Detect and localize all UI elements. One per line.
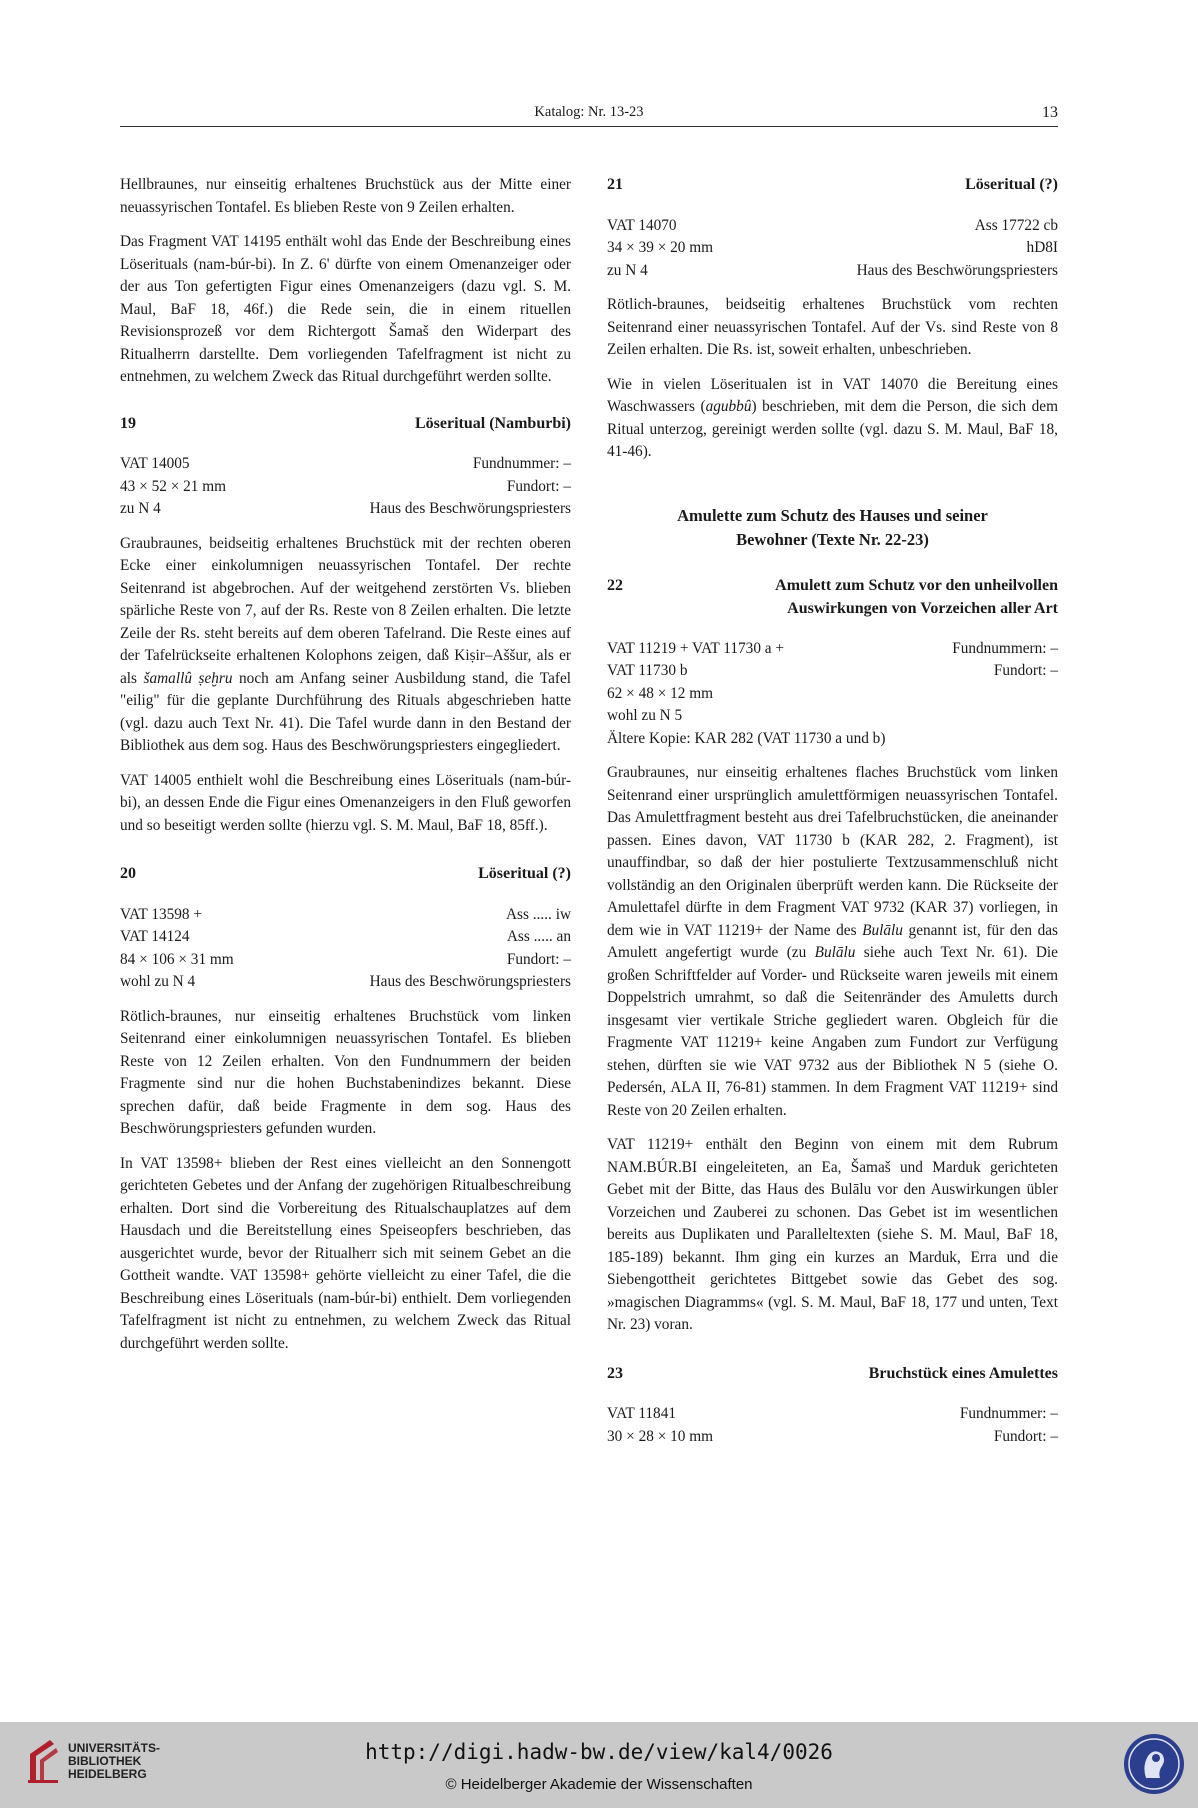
page-number: 13 bbox=[1042, 104, 1058, 121]
metadata-row: 34 × 39 × 20 mm hD8I bbox=[607, 239, 1058, 256]
entry-heading-20 bbox=[120, 863, 571, 886]
paragraph: In VAT 13598+ blieben der Rest eines vielleicht an den Sonnengott gerichteten Gebetes und der Anfang der zugehörigen Ritualbeschreibung erhalten. Dort sind die Vorbereitung des Ritualschauplatzes auf dem Hausdach und die Bereitstellung eines Speiseopfers beschrieben, das ausgerichtet wurde, bevor der Ritualherr sich mit seinem Gebet an die Gottheit wandte. VAT 13598+ gehörte vielleicht zu einer Tafel, die die Beschreibung eines Löserituals (nam-búr-bi) enthielt. Dem vorliegenden Tafelfragment ist nicht zu entnehmen, zu welchem Zweck das Ritual durchgeführt werden sollte. bbox=[120, 1154, 571, 1352]
metadata-row: VAT 11841 Fundnummer: – bbox=[607, 1405, 1058, 1422]
entry-title: Löseritual (Namburbi) bbox=[415, 414, 571, 432]
entry-number: 19 bbox=[120, 414, 136, 432]
entry-heading-23 bbox=[607, 1363, 1058, 1386]
entry-title: Amulett zum Schutz vor den unheilvollen Auswirkungen von Vorzeichen aller Art bbox=[775, 576, 1058, 617]
metadata-row: VAT 11730 b Fundort: – bbox=[607, 662, 1058, 679]
entry-number: 20 bbox=[120, 865, 136, 882]
metadata-row: zu N 4 Haus des Beschwörungspriesters bbox=[120, 500, 571, 517]
metadata-row: VAT 14005 Fundnummer: – bbox=[120, 455, 571, 472]
entry-heading-22 bbox=[607, 574, 1058, 620]
metadata-row: zu N 4 Haus des Beschwörungspriesters bbox=[607, 261, 1058, 279]
institution-name: UNIVERSITÄTS- BIBLIOTHEK HEIDELBERG bbox=[68, 1741, 161, 1781]
metadata-row: VAT 14070 Ass 17722 cb bbox=[607, 216, 1058, 234]
entry-metadata bbox=[607, 1403, 1058, 1448]
metadata-row: VAT 13598 + Ass ..... iw bbox=[120, 905, 571, 923]
paragraph: VAT 14005 enthielt wohl die Beschreibung eines Löserituals (nam-búr-bi), an dessen Ende die Figur eines Omenanzeigers in den Fluß geworfen und so beseitigt werden sollte (hierzu vgl. S. M. Maul, BaF 18, 85ff.). bbox=[120, 771, 571, 834]
right-column bbox=[607, 174, 1058, 1460]
metadata-row: 30 × 28 × 10 mm Fundort: – bbox=[607, 1427, 1058, 1445]
entry-number: 22 bbox=[607, 576, 623, 594]
entry-metadata bbox=[120, 904, 571, 994]
entry-number: 21 bbox=[607, 176, 623, 193]
metadata-row: wohl zu N 4 Haus des Beschwörungspriesters bbox=[120, 973, 571, 990]
section-heading: Amulette zum Schutz des Hauses und seiner Bewohner (Texte Nr. 22-23) bbox=[677, 505, 988, 549]
paragraph: Graubraunes, beidseitig erhaltenes Bruchstück mit der rechten oberen Ecke einer einkolumnigen neuassyrischen Tontafel. Der rechte Seitenrand ist abgebrochen. Auf der weitgehend zerstörten Vs. blieben spärliche Reste von 7, auf der Rs. Reste von 8 Zeilen erhalten. Die letzte Zeile der Rs. steht bereits auf dem oberen Tafelrand. Die Reste eines auf der Tafelrückseite erhaltenen Kolophons zeigen, daß Kiṣir–Aššur, als er als šamallû ṣeḫru noch am Anfang seiner Ausbildung stand, die Tafel "eilig" für die geplante Durchführung des Rituals abgeschrieben hatte (vgl. dazu auch Text Nr. 41). Die Tafel wurde dann in den Bestand der Bibliothek aus dem sog. Haus des Beschwörungspriesters eingegliedert. bbox=[120, 534, 571, 754]
paragraph: VAT 11219+ enthält den Beginn von einem mit dem Rubrum NAM.BÚR.BI eingeleiteten, an Ea, Šamaš und Marduk gerichteten Gebet mit der Bitte, das Haus des Bulālu vor den Auswirkungen übler Vorzeichen und Zauberei zu schonen. Das Gebet ist im wesentlichen bereits aus Duplikaten und Paralleltexten (siehe S. M. Maul, BaF 18, 185-189) bekannt. Ihm ging ein kurzes an Marduk, Erra und die Siebengottheit gerichtetes Bittgebet sowie das Gebet des sog. »magischen Diagramms« (vgl. S. M. Maul, BaF 18, 177 und unten, Text Nr. 23) voran. bbox=[607, 1136, 1058, 1333]
footer-bar bbox=[0, 1722, 1198, 1808]
entry-heading-19 bbox=[120, 413, 571, 436]
entry-metadata bbox=[120, 453, 571, 521]
running-title: Katalog: Nr. 13-23 bbox=[534, 104, 644, 120]
metadata-row: 84 × 106 × 31 mm Fundort: – bbox=[120, 950, 571, 968]
metadata-row: wohl zu N 5 bbox=[607, 707, 683, 724]
entry-title: Löseritual (?) bbox=[965, 176, 1058, 193]
academy-seal-icon bbox=[1122, 1732, 1186, 1796]
permalink-url[interactable]: http://digi.hadw-bw.de/view/kal4/0026 bbox=[365, 1740, 833, 1764]
paragraph: Rötlich-braunes, beidseitig erhaltenes Bruchstück vom rechten Seitenrand einer neuassyrischen Tontafel. Auf der Vs. sind Reste von 8 Zeilen erhalten. Die Rs. ist, soweit erhalten, unbeschrieben. bbox=[607, 296, 1058, 358]
entry-metadata bbox=[607, 215, 1058, 283]
metadata-row: 62 × 48 × 12 mm bbox=[607, 684, 714, 702]
entry-number: 23 bbox=[607, 1364, 623, 1382]
paragraph: Hellbraunes, nur einseitig erhaltenes Bruchstück aus der Mitte einer neuassyrischen Tontafel. Es blieben Reste von 9 Zeilen erhalten. bbox=[120, 176, 571, 216]
metadata-row: 43 × 52 × 21 mm Fundort: – bbox=[120, 477, 571, 495]
paragraph: Graubraunes, nur einseitig erhaltenes flaches Bruchstück vom linken Seitenrand einer ursprünglich amulettförmigen neuassyrischen Tontafel. Das Amulettfragment besteht aus drei Tafelbruchstücken, die aneinander passen. Eines davon, VAT 11730 b (KAR 282, 2. Fragment), ist unauffindbar, so daß der hier postulierte Textzusammenschluß nicht vollständig an den Originalen überprüft werden kann. Die Rückseite der Amulettafel dürfte in dem Fragment VAT 9732 (KAR 37) vorliegen, in dem wie in VAT 11219+ der Name des Bulālu genannt ist, für den das Amulett angefertigt wurde (zu Bulālu siehe auch Text Nr. 61). Die großen Schriftfelder auf Vorder- und Rückseite waren jeweils mit einem Doppelstrich umrahmt, so daß die Seitenränder des Amuletts durch insgesamt vier vertikale Striche gegliedert waren. Obgleich für die Fragmente VAT 11219+ keine Angaben zum Fundort zur Verfügung stehen, dürften sie wie VAT 9732 aus der Bibliothek N 5 (siehe O. Pedersén, ALA II, 76-81) stammen. In dem Fragment VAT 11219+ sind Reste von 20 Zeilen erhalten. bbox=[607, 764, 1058, 1119]
page-header bbox=[120, 104, 1058, 127]
copyright-notice: © Heidelberger Akademie der Wissenschaften bbox=[445, 1776, 753, 1793]
paragraph: Das Fragment VAT 14195 enthält wohl das Ende der Beschreibung eines Löserituals (nam-búr-bi). In Z. 6' dürfte von einem Omenanzeiger oder der aus Ton gefertigten Figur eines Omenanzeigers (dazu vgl. S. M. Maul, BaF 18, 46f.) die Rede sein, die in einem rituellen Revisionsprozeß vor dem Richtergott Šamaš den Widerpart des Ritualherrn darstellte. Dem vorliegenden Tafelfragment ist nicht zu entnehmen, zu welchem Zweck das Ritual durchgeführt werden sollte. bbox=[120, 233, 571, 385]
metadata-row: VAT 14124 Ass ..... an bbox=[120, 928, 571, 945]
entry-heading-21 bbox=[607, 174, 1058, 197]
metadata-row: Ältere Kopie: KAR 282 (VAT 11730 a und b) bbox=[607, 729, 886, 747]
entry-title: Bruchstück eines Amulettes bbox=[868, 1364, 1058, 1382]
paragraph: Rötlich-braunes, nur einseitig erhaltenes Bruchstück vom linken Seitenrand einer einkolumnigen neuassyrischen Tontafel. Es blieben Reste von 12 Zeilen erhalten. Von den Fundnummern der beiden Fragmente sind nur die hohen Buchstabenindizes bekannt. Diese sprechen dafür, daß beide Fragmente in dem sog. Haus des Beschwörungspriesters gefunden wurden. bbox=[120, 1007, 571, 1137]
paragraph: Wie in vielen Löseritualen ist in VAT 14070 die Bereitung eines Waschwassers (agubbû) beschrieben, mit dem die Person, die sich dem Ritual unterzog, gereinigt werden sollte (vgl. dazu S. M. Maul, BaF 18, 41-46). bbox=[607, 375, 1058, 460]
left-column bbox=[120, 174, 571, 1367]
metadata-row: VAT 11219 + VAT 11730 a + Fundnummern: – bbox=[607, 639, 1058, 657]
entry-title: Löseritual (?) bbox=[478, 865, 571, 882]
entry-metadata bbox=[607, 638, 1058, 751]
